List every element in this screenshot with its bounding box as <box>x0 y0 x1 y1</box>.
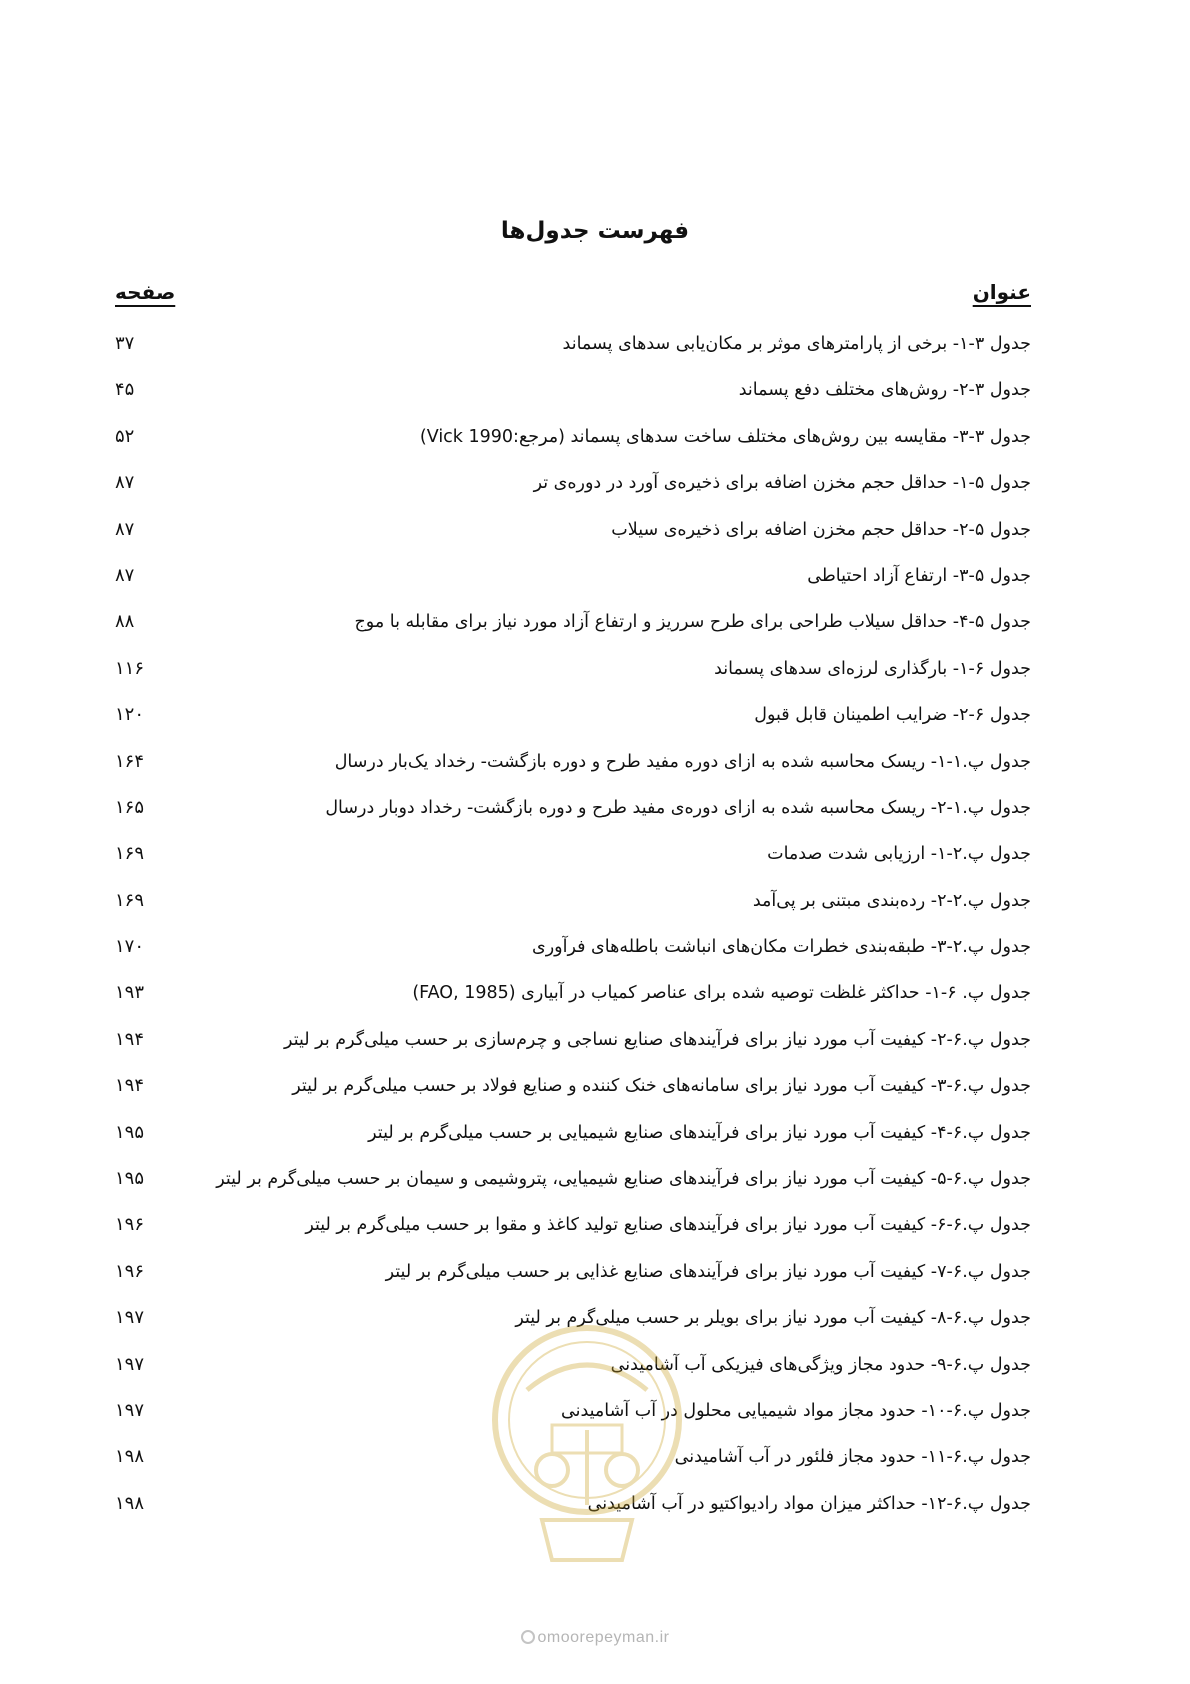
watermark <box>0 1629 1190 1647</box>
toc-entry[interactable] <box>115 419 1031 465</box>
toc-entry-page: ۴۵ <box>115 379 135 401</box>
toc-entry[interactable] <box>115 1115 1031 1161</box>
toc-entry-title: جدول پ.۶-۱۱- حدود مجاز فلئور در آب آشامیدنی <box>674 1447 1031 1468</box>
toc-entry-page: ۸۷ <box>115 472 135 494</box>
toc-entry-title: جدول ۵-۴- حداقل سیلاب طراحی برای طرح سرریز و ارتفاع آزاد مورد نیاز برای مقابله با موج <box>354 612 1031 633</box>
toc-entry-title: جدول پ.۲-۱- ارزیابی شدت صدمات <box>767 844 1031 865</box>
toc-entry-page: ۱۹۷ <box>115 1307 145 1329</box>
toc-entry-page: ۵۲ <box>115 425 135 447</box>
toc-entry[interactable] <box>115 697 1031 743</box>
toc-entry[interactable] <box>115 651 1031 697</box>
seal-logo-icon <box>482 1320 692 1570</box>
toc-entry-title: جدول پ. ۶-۱- حداکثر غلظت توصیه شده برای عناصر کمیاب در آبیاری (FAO, 1985) <box>412 983 1031 1004</box>
toc-entry-title: جدول پ.۲-۲- رده‌بندی مبتنی بر پی‌آمد <box>752 890 1031 911</box>
instagram-icon <box>521 1630 535 1644</box>
toc-entry-title: جدول پ.۶-۹- حدود مجاز ویژگی‌های فیزیکی آب آشامیدنی <box>610 1354 1031 1375</box>
toc-entry-page: ۱۹۶ <box>115 1260 145 1282</box>
toc-entry[interactable] <box>115 1207 1031 1253</box>
toc-entry-page: ۸۷ <box>115 564 135 586</box>
toc-entry-title: جدول ۵-۱- حداقل حجم مخزن اضافه برای ذخیره‌ی آورد در دوره‌ی تر <box>533 473 1031 494</box>
toc-entry-page: ۱۹۳ <box>115 982 145 1004</box>
toc-entry-page: ۱۶۵ <box>115 796 145 818</box>
toc-entry[interactable] <box>115 465 1031 511</box>
toc-entry-page: ۱۹۴ <box>115 1075 145 1097</box>
toc-entry-title: جدول پ.۶-۱۲- حداکثر میزان مواد رادیواکتیو در آب آشامیدنی <box>587 1493 1031 1514</box>
toc-entry[interactable] <box>115 604 1031 650</box>
toc-entry-page: ۱۶۹ <box>115 843 145 865</box>
toc-entry-title: جدول پ.۶-۸- کیفیت آب مورد نیاز برای بویلر بر حسب میلی‌گرم بر لیتر <box>515 1308 1031 1329</box>
toc-entry-title: جدول پ.۱-۲- ریسک محاسبه شده به ازای دوره‌ی مفید طرح و دوره بازگشت- رخداد دوبار درسال <box>325 797 1031 818</box>
toc-entry-page: ۱۹۴ <box>115 1028 145 1050</box>
toc-entry-page: ۸۷ <box>115 518 135 540</box>
toc-entry[interactable] <box>115 1254 1031 1300</box>
toc-entry-title: جدول پ.۶-۷- کیفیت آب مورد نیاز برای فرآیندهای صنایع غذایی بر حسب میلی‌گرم بر لیتر <box>385 1261 1031 1282</box>
toc-entry-title: جدول ۳-۱- برخی از پارامترهای موثر بر مکان‌یابی سدهای پسماند <box>562 334 1031 354</box>
toc-entry[interactable] <box>115 1068 1031 1114</box>
toc-entry[interactable] <box>115 836 1031 882</box>
toc-entry[interactable] <box>115 558 1031 604</box>
toc-entry-title: جدول پ.۶-۴- کیفیت آب مورد نیاز برای فرآیندهای صنایع شیمیایی بر حسب میلی‌گرم بر لیتر <box>368 1122 1031 1143</box>
toc-entry-page: ۱۲۰ <box>115 704 145 726</box>
page-column-header: صفحه <box>115 280 176 304</box>
toc-entry-title: جدول ۵-۲- حداقل حجم مخزن اضافه برای ذخیره‌ی سیلاب <box>611 519 1031 540</box>
toc-entry-page: ۱۹۷ <box>115 1399 145 1421</box>
toc-entry-page: ۱۹۵ <box>115 1168 145 1190</box>
toc-entry-page: ۱۹۸ <box>115 1446 145 1468</box>
toc-entry-page: ۱۹۸ <box>115 1492 145 1514</box>
toc-entry[interactable] <box>115 975 1031 1021</box>
toc-entry[interactable] <box>115 929 1031 975</box>
toc-entry-page: ۱۷۰ <box>115 936 145 958</box>
toc-entry-title: جدول ۶-۱- بارگذاری لرزه‌ای سدهای پسماند <box>714 658 1031 679</box>
toc-entry[interactable] <box>115 1161 1031 1207</box>
toc-entry-page: ۱۶۹ <box>115 889 145 911</box>
toc-entry-page: ۱۱۶ <box>115 657 145 679</box>
toc-entry-page: ۱۹۷ <box>115 1353 145 1375</box>
toc-entry-title: جدول پ.۶-۶- کیفیت آب مورد نیاز برای فرآیندهای صنایع تولید کاغذ و مقوا بر حسب میلی‌گرم بر لیتر <box>305 1215 1031 1236</box>
toc-entry-title: جدول پ.۲-۳- طبقه‌بندی خطرات مکان‌های انباشت باطله‌های فرآوری <box>532 937 1031 958</box>
toc-entry[interactable] <box>115 744 1031 790</box>
toc-entry[interactable] <box>115 372 1031 418</box>
toc-entry-title: جدول پ.۱-۱- ریسک محاسبه شده به ازای دوره مفید طرح و دوره بازگشت- رخداد یک‌بار درسال <box>334 751 1031 772</box>
toc-entry-page: ۳۷ <box>115 333 135 354</box>
toc-entry[interactable] <box>115 883 1031 929</box>
toc-entry-title: جدول ۶-۲- ضرایب اطمینان قابل قبول <box>754 705 1031 726</box>
page-title: فهرست جدول‌ها <box>500 218 690 244</box>
toc-entry-title: جدول پ.۶-۲- کیفیت آب مورد نیاز برای فرآیندهای صنایع نساجی و چرم‌سازی بر حسب میلی‌گرم بر لیتر <box>284 1029 1031 1050</box>
toc-entry-title: جدول ۵-۳- ارتفاع آزاد احتیاطی <box>807 565 1031 586</box>
toc-entry-title: جدول پ.۶-۵- کیفیت آب مورد نیاز برای فرآیندهای صنایع شیمیایی، پتروشیمی و سیمان بر حسب میلی‌گرم بر لیتر <box>216 1169 1031 1190</box>
toc-entry-title: جدول پ.۶-۱۰- حدود مجاز مواد شیمیایی محلول در آب آشامیدنی <box>561 1400 1031 1421</box>
toc-entry-page: ۸۸ <box>115 611 135 633</box>
toc-entry-title: جدول پ.۶-۳- کیفیت آب مورد نیاز برای سامانه‌های خنک کننده و صنایع فولاد بر حسب میلی‌گرم بر لیتر <box>292 1076 1031 1097</box>
toc-entry-page: ۱۹۵ <box>115 1121 145 1143</box>
toc-entry[interactable] <box>115 1022 1031 1068</box>
toc-header <box>115 280 1031 314</box>
toc-entry[interactable] <box>115 790 1031 836</box>
title-column-header: عنوان <box>972 280 1031 304</box>
toc-entry[interactable] <box>115 512 1031 558</box>
toc-entry-title: جدول ۳-۳- مقایسه بین روش‌های مختلف ساخت سدهای پسماند (مرجع:Vick 1990) <box>419 426 1031 447</box>
toc-entry-page: ۱۹۶ <box>115 1214 145 1236</box>
toc-entry[interactable] <box>115 326 1031 372</box>
watermark-text: omoorepeyman.ir <box>537 1629 670 1646</box>
toc-entry-title: جدول ۳-۲- روش‌های مختلف دفع پسماند <box>738 380 1031 401</box>
toc-entry-page: ۱۶۴ <box>115 750 145 772</box>
